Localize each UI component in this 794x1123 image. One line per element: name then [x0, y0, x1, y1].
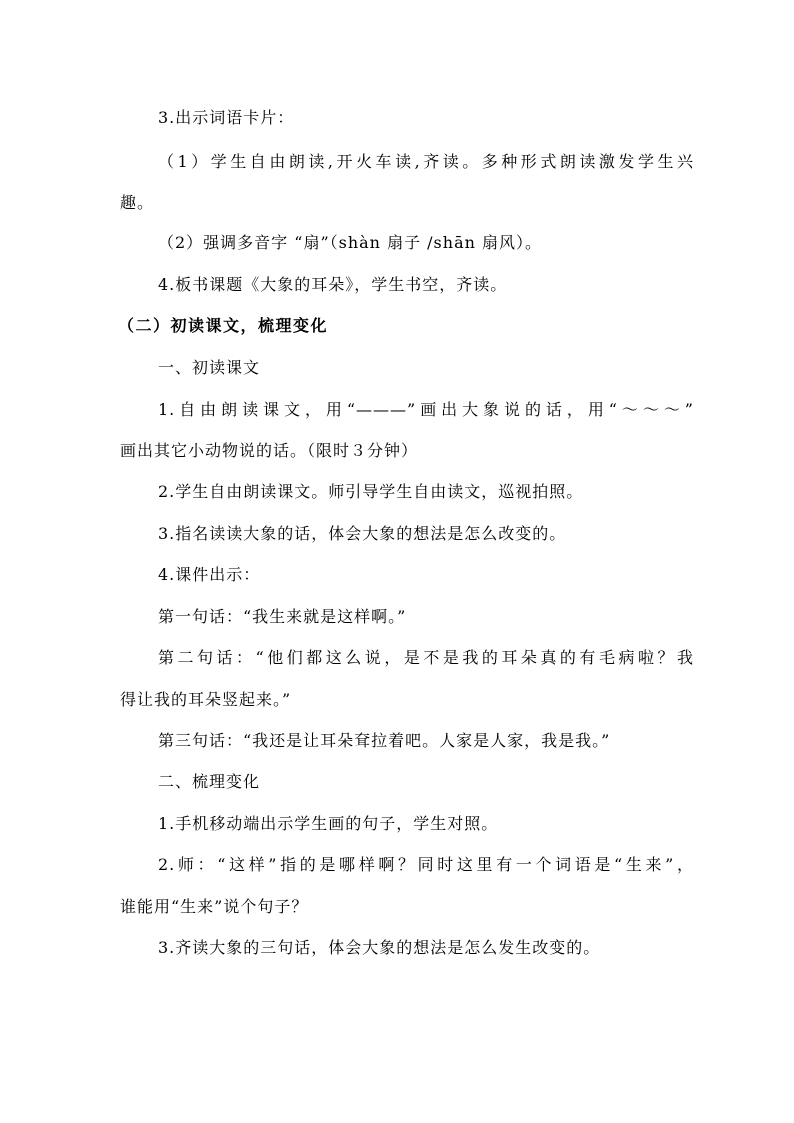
paragraph-mobile-display: 1.手机移动端出示学生画的句子，学生对照。: [158, 814, 499, 833]
paragraph-teacher-question-cont: 谁能用“生来”说个句子？: [120, 897, 309, 916]
section-heading: （二）初读课文，梳理变化: [118, 316, 329, 335]
paragraph-word-cards: 3.出示词语卡片：: [158, 108, 295, 127]
paragraph-teacher-guide: 2.学生自由朗读课文。师引导学生自由读文，巡视拍照。: [158, 482, 584, 501]
paragraph-polyphone: （2）强调多音字 “扇”（shàn 扇子 /shān 扇风）。: [158, 233, 542, 252]
paragraph-teacher-question: 2.师：“这样”指的是哪样啊？同时这里有一个词语是“生来”，: [158, 855, 694, 874]
paragraph-reading-forms: （1）学生自由朗读,开火车读,齐读。多种形式朗读激发学生兴: [158, 152, 694, 171]
sentence-third: 第三句话：“我还是让耳朵耷拉着吧。人家是人家，我是我。”: [158, 731, 611, 750]
paragraph-free-reading: 1.自由朗读课文，用“———”画出大象说的话，用“～～～”: [158, 400, 694, 419]
sentence-second-cont: 得让我的耳朵竖起来。”: [120, 690, 292, 709]
paragraph-read-together: 3.齐读大象的三句话，体会大象的想法是怎么发生改变的。: [158, 938, 601, 957]
paragraph-free-reading-cont: 画出其它小动物说的话。（限时３分钟）: [120, 441, 419, 460]
subheading-first-reading: 一、初读课文: [158, 358, 261, 377]
paragraph-elephant-words: 3.指名读读大象的话，体会大象的想法是怎么改变的。: [158, 524, 567, 543]
sentence-first: 第一句话：“我生来就是这样啊。”: [158, 607, 407, 626]
subheading-sort-changes: 二、梳理变化: [158, 772, 261, 791]
paragraph-blackboard-title: 4.板书课题《大象的耳朵》，学生书空，齐读。: [158, 275, 508, 294]
paragraph-courseware: 4.课件出示：: [158, 565, 261, 584]
paragraph-reading-forms-cont: 趣。: [120, 193, 155, 212]
sentence-second: 第二句话：“他们都这么说，是不是我的耳朵真的有毛病啦？我: [158, 648, 694, 667]
